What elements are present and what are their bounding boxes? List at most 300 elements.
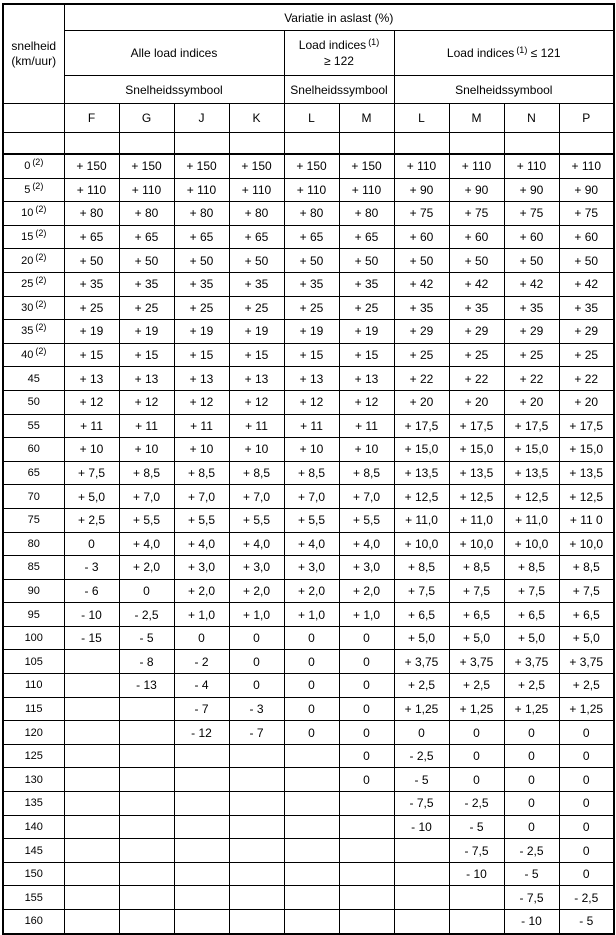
spacer-cell [284, 133, 339, 155]
value-cell [229, 768, 284, 792]
value-cell: + 6,5 [504, 603, 559, 627]
value-cell: - 2,5 [504, 839, 559, 863]
value-cell [64, 815, 119, 839]
value-cell: + 20 [449, 390, 504, 414]
value-cell: + 3,0 [174, 556, 229, 580]
value-cell: + 11,0 [449, 508, 504, 532]
value-cell: 0 [449, 768, 504, 792]
value-cell: + 5,5 [174, 508, 229, 532]
value-cell: + 35 [119, 272, 174, 296]
speed-cell: 70 [3, 485, 64, 509]
value-cell [449, 910, 504, 934]
value-cell: 0 [504, 815, 559, 839]
table-row [3, 154, 614, 178]
value-cell: + 2,0 [284, 579, 339, 603]
value-cell: 0 [339, 626, 394, 650]
value-cell [64, 886, 119, 910]
value-cell: + 80 [174, 202, 229, 226]
value-cell: + 4,0 [284, 532, 339, 556]
value-cell: + 19 [284, 320, 339, 344]
value-cell [64, 839, 119, 863]
group-label: Alle load indices [130, 46, 218, 60]
table-row [3, 272, 614, 296]
value-cell [339, 839, 394, 863]
value-cell: + 65 [119, 225, 174, 249]
value-cell [284, 886, 339, 910]
value-cell: + 3,75 [504, 650, 559, 674]
value-cell: - 5 [394, 768, 449, 792]
value-cell: + 19 [174, 320, 229, 344]
table-row [3, 556, 614, 580]
value-cell [284, 910, 339, 934]
value-cell: + 15 [229, 343, 284, 367]
value-cell: + 17,5 [559, 414, 614, 438]
value-cell: + 22 [504, 367, 559, 391]
value-cell: + 5,0 [504, 626, 559, 650]
value-cell: + 25 [339, 296, 394, 320]
subheader-speed-symbol-3: Snelheidssymbool [394, 76, 614, 104]
value-cell: - 2 [174, 650, 229, 674]
value-cell: + 90 [449, 178, 504, 202]
value-cell: - 4 [174, 674, 229, 698]
value-cell: + 13 [119, 367, 174, 391]
value-cell: 0 [504, 721, 559, 745]
table-row [3, 721, 614, 745]
speed-cell: 85 [3, 556, 64, 580]
value-cell: + 12 [339, 390, 394, 414]
subheader-speed-symbol-2: Snelheidssymbool [284, 76, 394, 104]
footnote-ref: (2) [32, 180, 44, 191]
footnote-ref: (2) [35, 251, 47, 262]
table-row [3, 202, 614, 226]
value-cell: 0 [339, 744, 394, 768]
symbol-G: G [119, 104, 174, 133]
spacer-cell [449, 133, 504, 155]
value-cell: + 1,25 [504, 697, 559, 721]
value-cell: + 65 [339, 225, 394, 249]
value-cell: - 13 [119, 674, 174, 698]
speed-cell: 150 [3, 862, 64, 886]
value-cell: + 11 [119, 414, 174, 438]
value-cell [119, 768, 174, 792]
speed-cell: 5 $^{(2)}$ [3, 178, 64, 202]
value-cell: 0 [559, 815, 614, 839]
value-cell: + 13 [64, 367, 119, 391]
value-cell: - 7 [174, 697, 229, 721]
table-row [3, 603, 614, 627]
value-cell: + 35 [339, 272, 394, 296]
value-cell: + 25 [504, 343, 559, 367]
group-condition: ≤ 121 [530, 46, 561, 60]
speed-cell: 50 [3, 390, 64, 414]
value-cell [229, 886, 284, 910]
value-cell: + 15 [64, 343, 119, 367]
symbol-F: F [64, 104, 119, 133]
value-cell: + 13 [229, 367, 284, 391]
value-cell: + 25 [119, 296, 174, 320]
value-cell: + 4,0 [229, 532, 284, 556]
value-cell: + 20 [394, 390, 449, 414]
value-cell: + 17,5 [449, 414, 504, 438]
value-cell: + 110 [64, 178, 119, 202]
value-cell: - 10 [504, 910, 559, 934]
value-cell: + 13,5 [559, 461, 614, 485]
value-cell: 0 [559, 768, 614, 792]
value-cell: + 17,5 [504, 414, 559, 438]
value-cell [229, 839, 284, 863]
table-title: Variatie in aslast (%) [64, 4, 614, 31]
value-cell [284, 815, 339, 839]
table-row [3, 532, 614, 556]
value-cell [64, 674, 119, 698]
value-cell [174, 768, 229, 792]
value-cell: 0 [64, 532, 119, 556]
value-cell [284, 839, 339, 863]
table-row [3, 225, 614, 249]
value-cell: + 12 [229, 390, 284, 414]
value-cell: + 22 [559, 367, 614, 391]
value-cell [64, 650, 119, 674]
speed-cell: 25 $^{(2)}$ [3, 272, 64, 296]
value-cell: + 3,75 [394, 650, 449, 674]
value-cell: + 110 [284, 178, 339, 202]
value-cell: + 60 [394, 225, 449, 249]
speed-cell: 120 [3, 721, 64, 745]
spacer-row [3, 133, 614, 155]
value-cell: + 11 [229, 414, 284, 438]
value-cell: - 5 [504, 862, 559, 886]
table-row [3, 886, 614, 910]
value-cell: + 10,0 [559, 532, 614, 556]
group-condition: ≥ 122 [324, 54, 354, 68]
table-row [3, 296, 614, 320]
value-cell: 0 [449, 744, 504, 768]
value-cell: 0 [229, 674, 284, 698]
value-cell: + 19 [119, 320, 174, 344]
value-cell: + 1,0 [174, 603, 229, 627]
value-cell: + 50 [229, 249, 284, 273]
value-cell: + 1,25 [394, 697, 449, 721]
value-cell: - 7,5 [504, 886, 559, 910]
spacer-cell [3, 133, 64, 155]
speed-cell: 135 [3, 792, 64, 816]
table-row [3, 343, 614, 367]
value-cell: - 2,5 [394, 744, 449, 768]
value-cell [119, 910, 174, 934]
value-cell: + 7,5 [394, 579, 449, 603]
speed-cell: 35 $^{(2)}$ [3, 320, 64, 344]
group-all-load-indices [64, 31, 284, 76]
value-cell: + 12,5 [559, 485, 614, 509]
value-cell: 0 [559, 744, 614, 768]
table-row [3, 862, 614, 886]
value-cell: - 10 [449, 862, 504, 886]
speed-cell: 55 [3, 414, 64, 438]
value-cell: + 25 [394, 343, 449, 367]
table-row [3, 744, 614, 768]
value-cell: + 150 [229, 154, 284, 178]
value-cell: + 22 [394, 367, 449, 391]
value-cell: + 7,0 [174, 485, 229, 509]
value-cell: + 60 [559, 225, 614, 249]
value-cell: + 90 [504, 178, 559, 202]
symbol-row [3, 104, 614, 133]
value-cell: 0 [559, 721, 614, 745]
value-cell: + 42 [449, 272, 504, 296]
value-cell: + 35 [559, 296, 614, 320]
value-cell [174, 792, 229, 816]
value-cell: - 2,5 [449, 792, 504, 816]
value-cell: + 8,5 [504, 556, 559, 580]
value-cell: + 150 [339, 154, 394, 178]
value-cell: 0 [339, 650, 394, 674]
symbol-blank-cell [3, 104, 64, 133]
value-cell: + 110 [449, 154, 504, 178]
table-row [3, 485, 614, 509]
value-cell: + 110 [339, 178, 394, 202]
value-cell: + 3,0 [284, 556, 339, 580]
value-cell: + 1,0 [284, 603, 339, 627]
value-cell: + 42 [559, 272, 614, 296]
value-cell: + 7,5 [64, 461, 119, 485]
value-cell: 0 [119, 579, 174, 603]
symbol-M-ge122: M [339, 104, 394, 133]
speed-cell: 160 [3, 910, 64, 934]
load-variation-table [2, 3, 615, 935]
value-cell: + 17,5 [394, 414, 449, 438]
table-row [3, 839, 614, 863]
value-cell: + 25 [449, 343, 504, 367]
footnote-ref: (2) [35, 298, 47, 309]
value-cell: + 4,0 [119, 532, 174, 556]
value-cell: + 50 [339, 249, 394, 273]
value-cell: + 50 [559, 249, 614, 273]
value-cell: 0 [284, 697, 339, 721]
value-cell: + 2,0 [174, 579, 229, 603]
value-cell [119, 886, 174, 910]
value-cell: + 5,0 [394, 626, 449, 650]
footnote-ref: (1) [368, 37, 380, 47]
value-cell: + 11,0 [394, 508, 449, 532]
value-cell: + 2,5 [559, 674, 614, 698]
speed-cell: 130 [3, 768, 64, 792]
value-cell [394, 910, 449, 934]
value-cell: + 42 [394, 272, 449, 296]
value-cell: 0 [339, 721, 394, 745]
value-cell: 0 [449, 721, 504, 745]
value-cell: + 35 [64, 272, 119, 296]
value-cell: + 8,5 [229, 461, 284, 485]
value-cell: + 5,5 [229, 508, 284, 532]
value-cell [64, 910, 119, 934]
value-cell [339, 886, 394, 910]
symbol-N: N [504, 104, 559, 133]
value-cell: + 15 [339, 343, 394, 367]
table-row [3, 367, 614, 391]
value-cell: + 20 [504, 390, 559, 414]
value-cell [394, 839, 449, 863]
spacer-cell [339, 133, 394, 155]
table-row [3, 815, 614, 839]
table-row [3, 579, 614, 603]
value-cell: + 15,0 [394, 438, 449, 462]
value-cell: - 15 [64, 626, 119, 650]
value-cell: + 2,5 [449, 674, 504, 698]
value-cell [64, 792, 119, 816]
value-cell [284, 768, 339, 792]
value-cell: + 12 [174, 390, 229, 414]
value-cell [64, 744, 119, 768]
value-cell: + 75 [504, 202, 559, 226]
value-cell: + 150 [119, 154, 174, 178]
value-cell: + 90 [394, 178, 449, 202]
value-cell: + 2,5 [64, 508, 119, 532]
footnote-ref: (2) [35, 204, 47, 215]
value-cell: + 2,0 [339, 579, 394, 603]
value-cell: + 8,5 [449, 556, 504, 580]
value-cell: + 60 [449, 225, 504, 249]
value-cell [64, 697, 119, 721]
value-cell: + 35 [449, 296, 504, 320]
spacer-cell [394, 133, 449, 155]
value-cell: + 10 [339, 438, 394, 462]
value-cell: + 1,0 [339, 603, 394, 627]
speed-cell: 40 $^{(2)}$ [3, 343, 64, 367]
value-cell: + 1,25 [449, 697, 504, 721]
value-cell: + 10,0 [449, 532, 504, 556]
value-cell: + 11 [284, 414, 339, 438]
symbol-L-ge122: L [284, 104, 339, 133]
value-cell: + 50 [119, 249, 174, 273]
value-cell: + 50 [504, 249, 559, 273]
value-cell: + 25 [559, 343, 614, 367]
value-cell: - 5 [449, 815, 504, 839]
value-cell: 0 [504, 792, 559, 816]
value-cell [64, 768, 119, 792]
value-cell: + 3,75 [559, 650, 614, 674]
value-cell: - 7,5 [394, 792, 449, 816]
value-cell [174, 862, 229, 886]
value-cell: + 12 [119, 390, 174, 414]
value-cell: 0 [559, 862, 614, 886]
speed-header-line1: snelheid [11, 39, 57, 53]
value-cell: 0 [504, 744, 559, 768]
value-cell: 0 [284, 721, 339, 745]
value-cell: 0 [339, 768, 394, 792]
speed-cell: 115 [3, 697, 64, 721]
value-cell: + 35 [229, 272, 284, 296]
value-cell: + 15 [119, 343, 174, 367]
speed-cell: 10 $^{(2)}$ [3, 202, 64, 226]
table-row [3, 320, 614, 344]
value-cell: + 2,5 [394, 674, 449, 698]
value-cell: + 6,5 [559, 603, 614, 627]
value-cell: + 12,5 [394, 485, 449, 509]
speed-cell: 100 [3, 626, 64, 650]
value-cell: + 35 [174, 272, 229, 296]
value-cell [229, 815, 284, 839]
value-cell [174, 886, 229, 910]
spacer-cell [504, 133, 559, 155]
group-label: Load indices [446, 46, 515, 60]
spacer-cell [64, 133, 119, 155]
value-cell: + 150 [64, 154, 119, 178]
group-label: Load indices [298, 38, 367, 52]
value-cell [449, 886, 504, 910]
table-row [3, 178, 614, 202]
value-cell: + 10,0 [394, 532, 449, 556]
value-cell: + 42 [504, 272, 559, 296]
value-cell: + 2,5 [504, 674, 559, 698]
footnote-ref: (2) [35, 275, 47, 286]
value-cell: + 65 [174, 225, 229, 249]
value-cell: + 10 [174, 438, 229, 462]
speed-cell: 15 $^{(2)}$ [3, 225, 64, 249]
value-cell: + 19 [64, 320, 119, 344]
value-cell: + 110 [229, 178, 284, 202]
value-cell [119, 744, 174, 768]
value-cell: + 1,0 [229, 603, 284, 627]
value-cell: + 8,5 [339, 461, 394, 485]
value-cell: + 15,0 [449, 438, 504, 462]
value-cell: + 110 [174, 178, 229, 202]
value-cell: - 12 [174, 721, 229, 745]
table-row [3, 414, 614, 438]
table-row [3, 910, 614, 934]
value-cell [229, 792, 284, 816]
value-cell: 0 [284, 650, 339, 674]
value-cell: 0 [339, 697, 394, 721]
speed-cell: 105 [3, 650, 64, 674]
value-cell: + 150 [284, 154, 339, 178]
value-cell: + 110 [504, 154, 559, 178]
table-row [3, 249, 614, 273]
value-cell: + 13 [339, 367, 394, 391]
value-cell: + 6,5 [394, 603, 449, 627]
value-cell: + 11 [64, 414, 119, 438]
value-cell [394, 886, 449, 910]
value-cell: + 12 [64, 390, 119, 414]
value-cell: + 25 [229, 296, 284, 320]
value-cell: + 110 [394, 154, 449, 178]
value-cell: + 50 [284, 249, 339, 273]
value-cell [284, 744, 339, 768]
value-cell: + 7,0 [229, 485, 284, 509]
value-cell [339, 910, 394, 934]
group-load-indices-le-121 [394, 31, 614, 76]
value-cell: + 10,0 [504, 532, 559, 556]
value-cell [284, 792, 339, 816]
value-cell: + 13,5 [449, 461, 504, 485]
value-cell: 0 [504, 768, 559, 792]
value-cell: + 4,0 [339, 532, 394, 556]
footnote-ref: (2) [35, 322, 47, 333]
value-cell: + 3,0 [229, 556, 284, 580]
value-cell: + 7,5 [449, 579, 504, 603]
speed-cell: 110 [3, 674, 64, 698]
value-cell: + 29 [449, 320, 504, 344]
value-cell [119, 721, 174, 745]
value-cell: + 19 [229, 320, 284, 344]
value-cell: 0 [229, 650, 284, 674]
value-cell: + 7,5 [504, 579, 559, 603]
symbol-K: K [229, 104, 284, 133]
speed-cell: 145 [3, 839, 64, 863]
value-cell: + 80 [339, 202, 394, 226]
footnote-ref: (1) [516, 45, 528, 55]
value-cell [119, 862, 174, 886]
value-cell: + 7,5 [559, 579, 614, 603]
